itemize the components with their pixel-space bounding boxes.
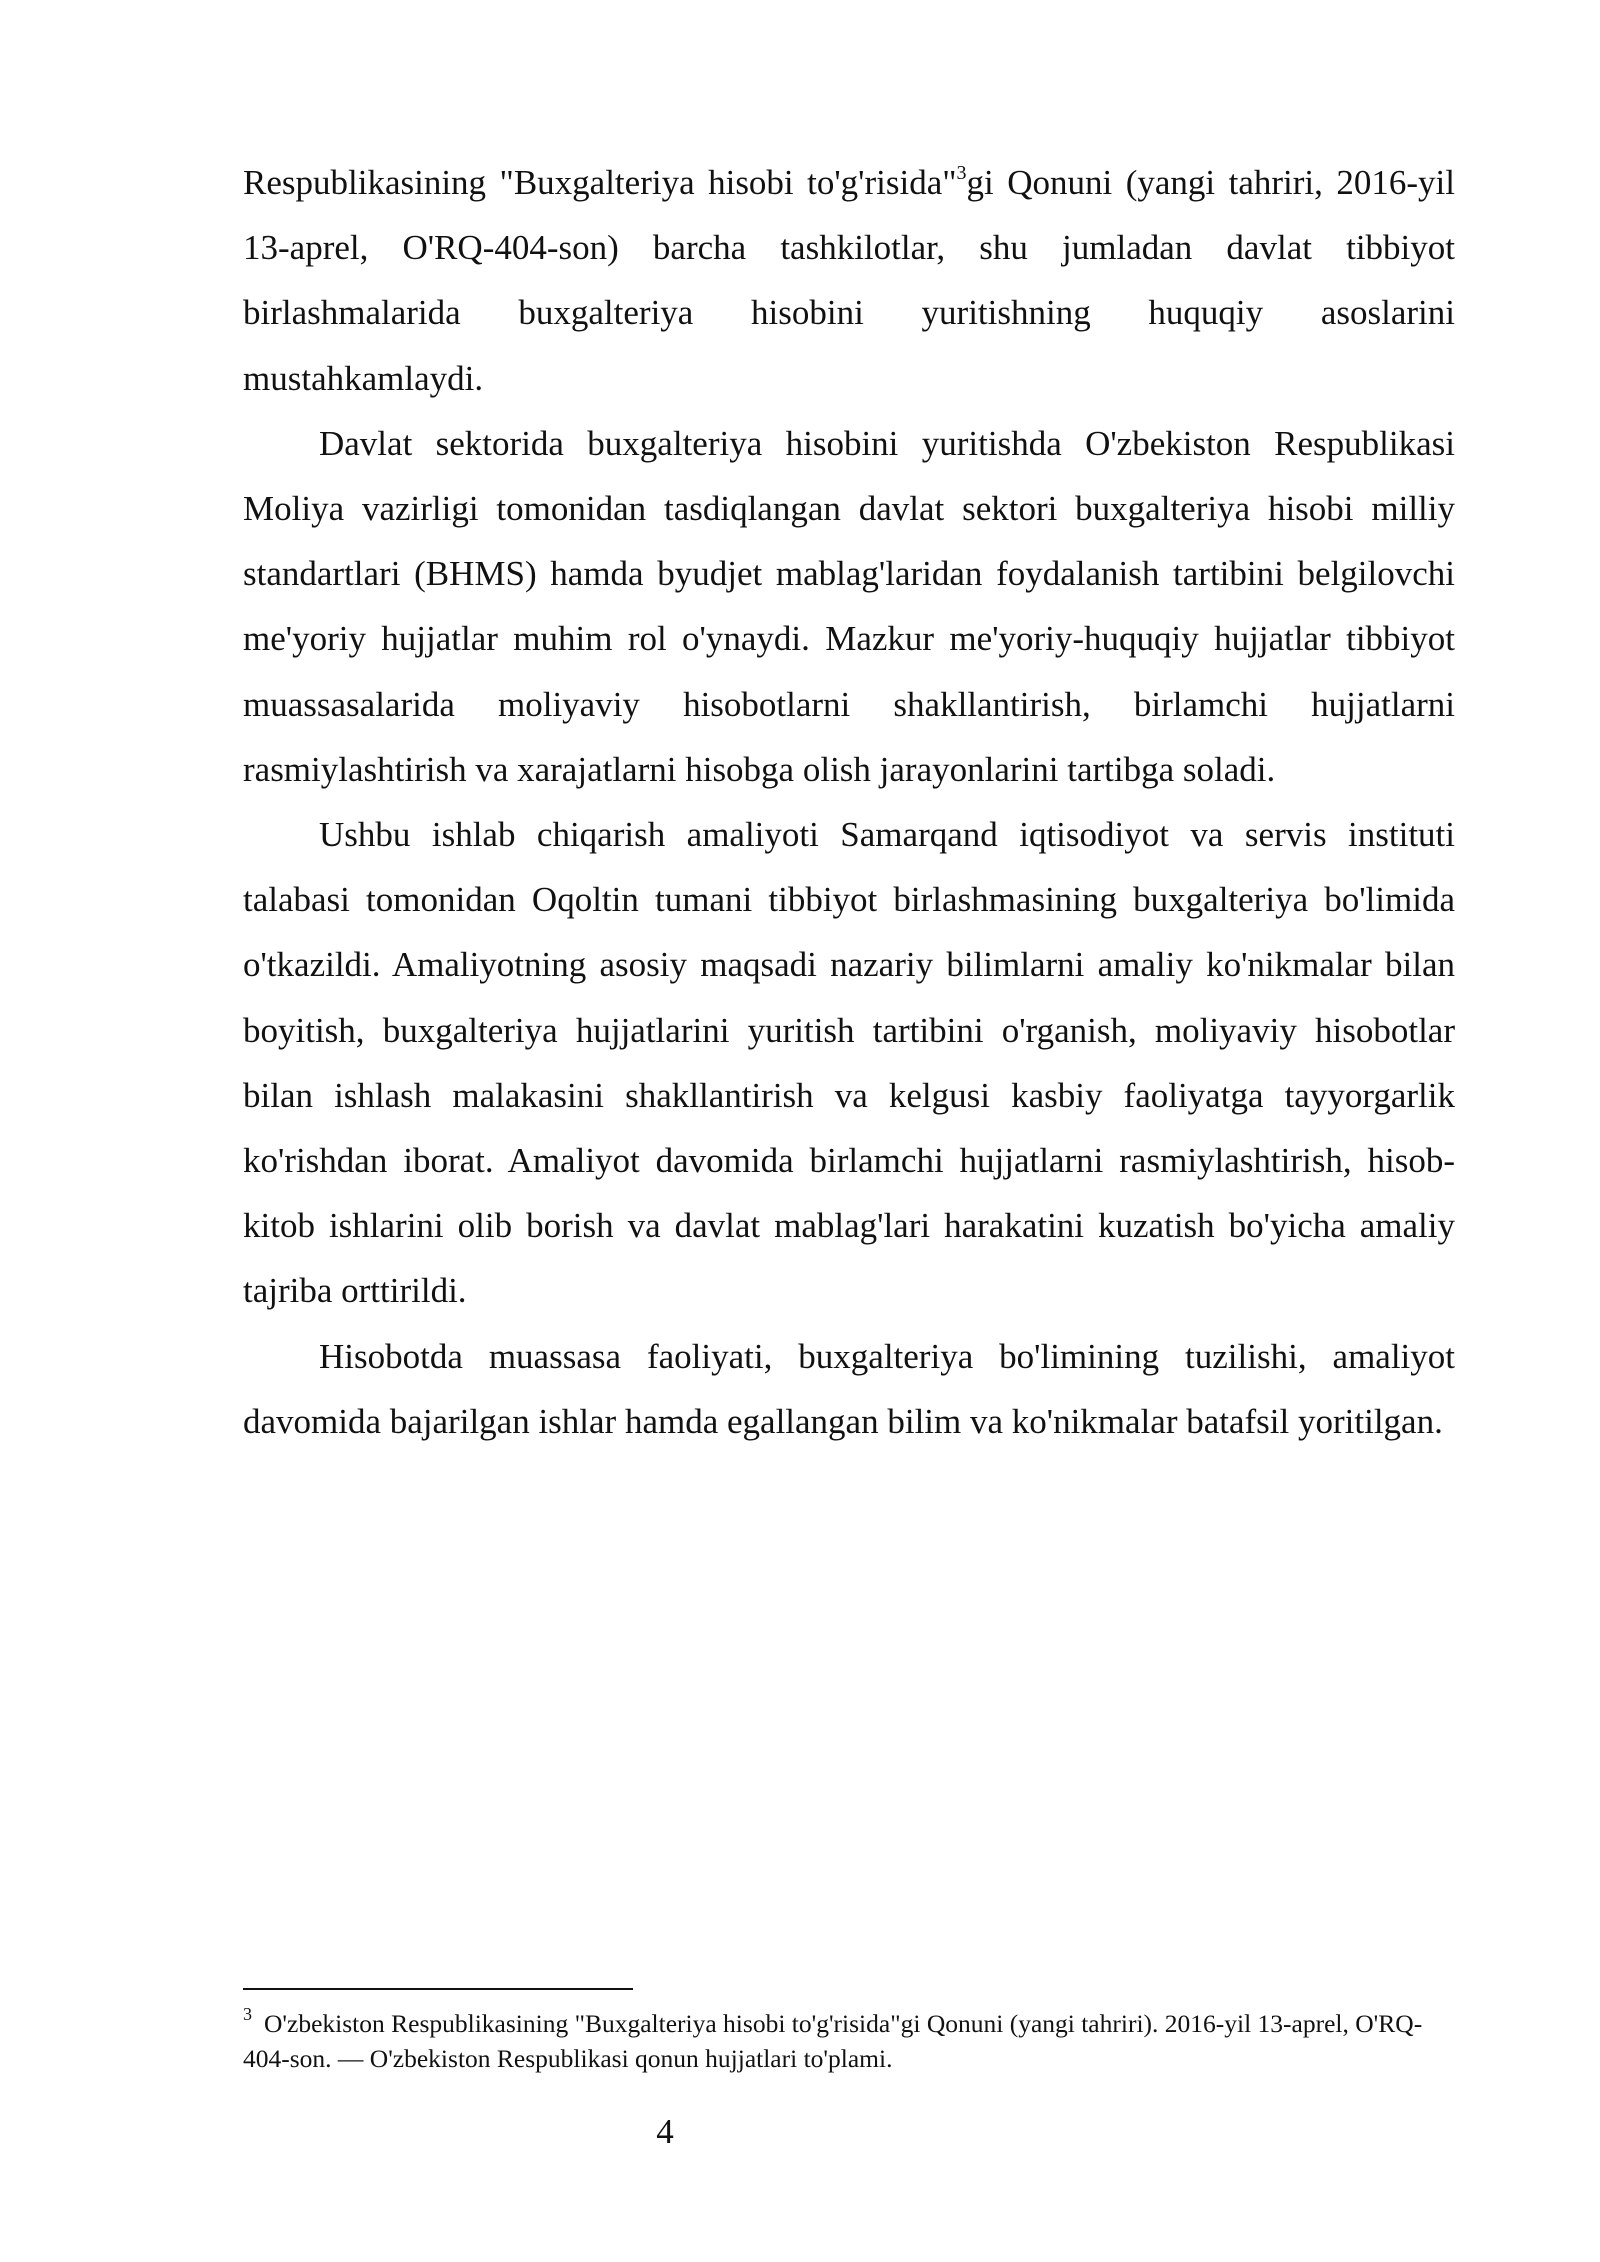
paragraph-1-start: Respublikasining "Buxgalteriya hisobi to'g'risida"	[243, 163, 957, 202]
paragraph-1	[243, 150, 1455, 411]
footnote-text: O'zbekiston Respublikasining "Buxgalteriya hisobi to'g'risida"gi Qonuni (yangi tahriri). 2016-yil 13-aprel, O'RQ-404-son. — O'zbekiston Respublikasi qonun hujjatlari to'plami.	[243, 2009, 1423, 2073]
footnote	[243, 2006, 1455, 2076]
paragraph-4: Hisobotda muassasa faoliyati, buxgalteriya bo'limining tuzilishi, amaliyot davomida bajarilgan ishlar hamda egallangan bilim va ko'nikmalar batafsil yoritilgan.	[243, 1336, 1455, 1441]
footnote-separator	[243, 1988, 633, 1990]
paragraph-3: Ushbu ishlab chiqarish amaliyoti Samarqand iqtisodiyot va servis instituti talabasi tomonidan Oqoltin tumani tibbiyot birlashmasining buxgalteriya bo'limida o'tkazildi. Amaliyotning asosiy maqsadi nazariy bilimlarni amaliy ko'nikmalar bilan boyitish, buxgalteriya hujjatlarini yuritish tartibini o'rganish, moliyaviy hisobotlar bilan ishlash malakasini shakllantirish va kelgusi kasbiy faoliyatga tayyorgarlik ko'rishdan iborat. Amaliyot davomida birlamchi hujjatlarni rasmiylashtirish, hisob-kitob ishlarini olib borish va davlat mablag'lari harakatini kuzatish bo'yicha amaliy tajriba orttirildi.	[243, 815, 1455, 1311]
footnote-number: 3	[243, 2004, 252, 2024]
page-number: 4	[656, 2112, 674, 2151]
body-text	[243, 150, 1455, 1454]
footnote-reference: 3	[956, 162, 967, 184]
paragraph-1-rest: gi Qonuni (yangi tahriri, 2016-yil 13-aprel, O'RQ-404-son) barcha tashkilotlar, shu jumladan davlat tibbiyot birlashmalarida buxgalteriya hisobini yuritishning huquqiy asoslarini mustahkamlaydi.	[243, 163, 1455, 398]
paragraph-2: Davlat sektorida buxgalteriya hisobini yuritishda O'zbekiston Respublikasi Moliya vazirligi tomonidan tasdiqlangan davlat sektori buxgalteriya hisobi milliy standartlari (BHMS) hamda byudjet mablag'laridan foydalanish tartibini belgilovchi me'yoriy hujjatlar muhim rol o'ynaydi. Mazkur me'yoriy-huquqiy hujjatlar tibbiyot muassasalarida moliyaviy hisobotlarni shakllantirish, birlamchi hujjatlarni rasmiylashtirish va xarajatlarni hisobga olish jarayonlarini tartibga soladi.	[243, 423, 1455, 789]
